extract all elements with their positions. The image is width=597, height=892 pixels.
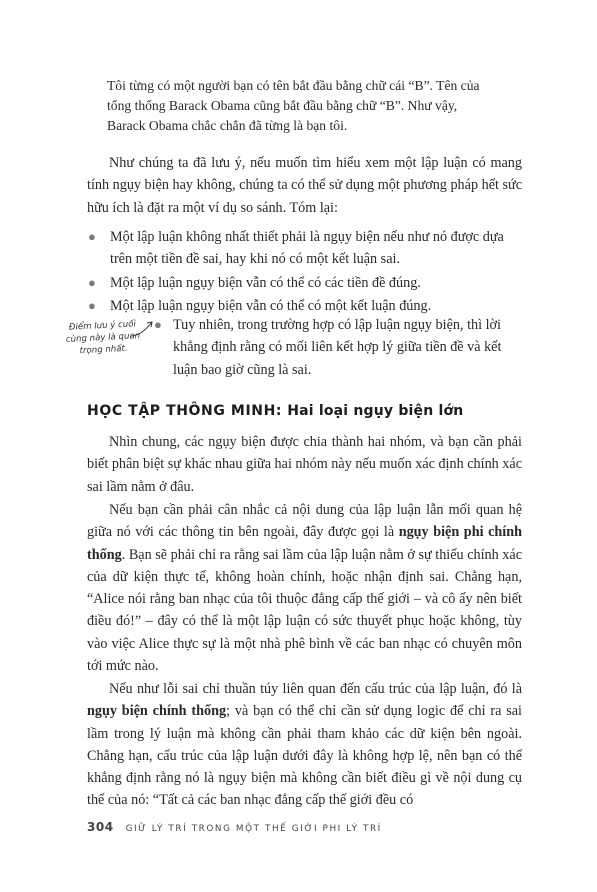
- list-item: ● Một lập luận không nhất thiết phải là ngụy biện nếu như nó được dựa trên một tiền đề sai, hay khi nó có một kết luận sai.: [87, 226, 522, 271]
- bullet-icon: ●: [88, 297, 96, 313]
- page-number: 304: [87, 820, 114, 834]
- running-title: GIỮ LÝ TRÍ TRONG MỘT THẾ GIỚI PHI LÝ TRÍ: [125, 824, 382, 834]
- heading-kicker: HỌC TẬP THÔNG MINH:: [87, 403, 283, 419]
- example-quote: Tôi từng có một người bạn có tên bắt đầu bằng chữ cái “B”. Tên của tổng thống Barack Obama cũng bắt đầu bằng chữ “B”. Như vậy, Barack Obama chắc chắn đã từng là bạn tôi.: [107, 78, 480, 133]
- term-formal: ngụy biện chính thống: [87, 703, 227, 720]
- bullet-icon: ●: [154, 317, 162, 332]
- bullet-icon: ●: [88, 274, 96, 290]
- page-footer: [87, 820, 382, 834]
- bullet-icon: ●: [88, 229, 96, 244]
- list-item: ● Một lập luận ngụy biện vẫn có thể có các tiền đề đúng.: [87, 272, 522, 294]
- heading-title: Hai loại ngụy biện lớn: [287, 403, 464, 419]
- section-heading: [87, 403, 463, 419]
- summary-list: [87, 226, 522, 318]
- highlight-list: [152, 314, 524, 381]
- intro-paragraph: Như chúng ta đã lưu ý, nếu muốn tìm hiểu xem một lập luận có mang tính ngụy biện hay không, chúng ta có thể sử dụng một phương pháp hết sức hữu ích là đặt ra một ví dụ so sánh. Tóm lại:: [87, 155, 522, 216]
- margin-note: Điểm lưu ý cuối cùng này là quan trọng nhất.: [65, 319, 141, 357]
- term-informal: ngụy biện phi chính thống: [87, 524, 522, 563]
- paragraph-informal: Nếu bạn cần phải cân nhắc cả nội dung của lập luận lẫn mối quan hệ giữa nó với các thông tin bên ngoài, đây được gọi là ngụy biện phi chính thống. Bạn sẽ phải chỉ ra rằng sai lầm của lập luận nằm ở sự thiếu chính xác của dữ kiện thực tế, không hoàn chỉnh, hoặc nhận định sai. Chẳng hạn, “Alice nói rằng ban nhạc của tôi thuộc đẳng cấp thế giới – và cô ấy nên biết điều đó!” – đây có thể là một lập luận có sức thuyết phục hoặc không, tùy vào việc Alice thực sự là một nhà phê bình về các ban nhạc có chuyên môn tới mức nào.: [87, 502, 522, 675]
- list-item: ● Tuy nhiên, trong trường hợp có lập luận ngụy biện, thì lời khẳng định rằng có mối liên kết hợp lý giữa tiền đề và kết luận bao giờ cũng là sai.: [152, 314, 524, 381]
- list-item: ● Một lập luận ngụy biện vẫn có thể có một kết luận đúng.: [87, 295, 522, 317]
- paragraph-groups: Nhìn chung, các ngụy biện được chia thành hai nhóm, và bạn cần phải biết phân biệt sự khác nhau giữa hai nhóm này nếu muốn xác định chính xác sai lầm nằm ở đâu.: [87, 434, 522, 495]
- paragraph-formal: Nếu như lỗi sai chỉ thuần túy liên quan đến cấu trúc của lập luận, đó là ngụy biện chính thống; và bạn có thể chỉ cần sử dụng logic để chỉ ra sai lầm trong lý luận mà không cần phải tham khảo các dữ kiện bên ngoài. Chẳng hạn, cấu trúc của lập luận dưới đây là không hợp lệ, nên bạn có thể khẳng định rằng nó là ngụy biện mà không cần biết điều gì về nội dung cụ thể của nó: “Tất cả các ban nhạc đẳng cấp thế giới đều có: [87, 681, 522, 809]
